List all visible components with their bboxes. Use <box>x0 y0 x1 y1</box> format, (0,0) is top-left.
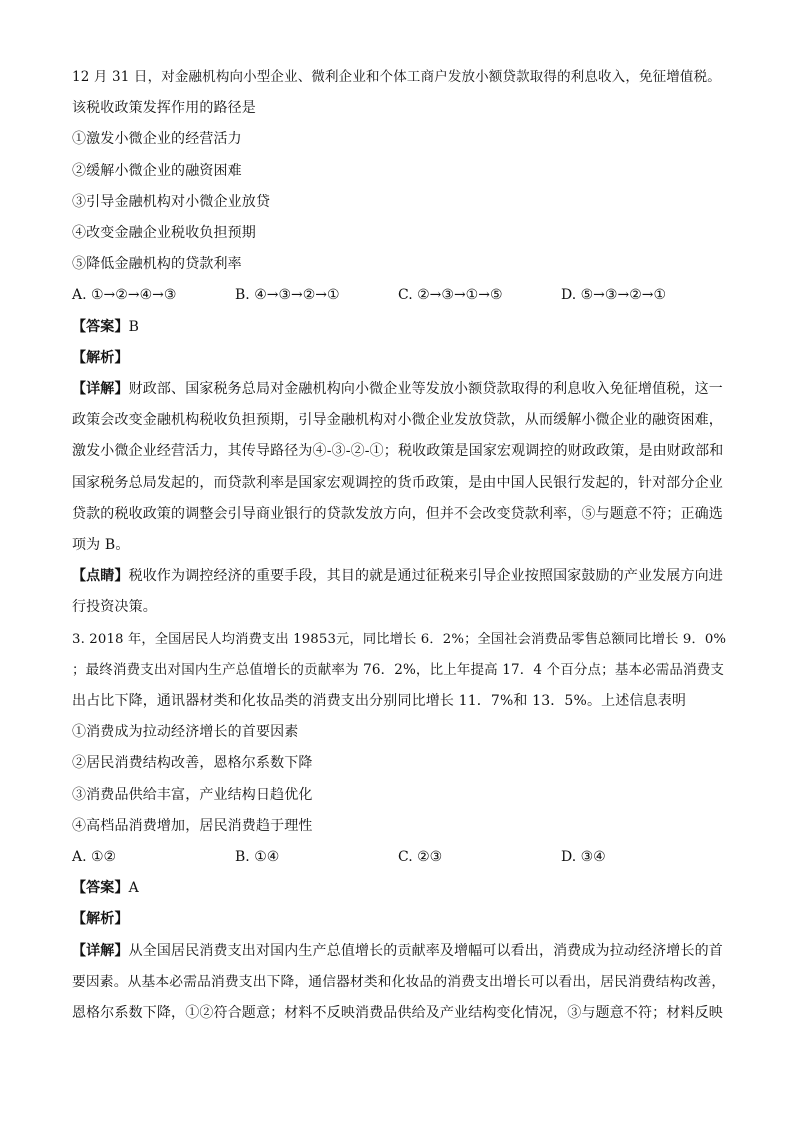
q2-detail-line-6: 项为 B。 <box>72 537 130 554</box>
q2-options <box>72 280 727 311</box>
q2-option-a: A. ①→②→④→③ <box>72 287 177 304</box>
q3-option-b: B. ①④ <box>235 849 280 866</box>
q2-item-4: ④改变金融企业税收负担预期 <box>72 225 256 242</box>
q2-detail-line-4: 国家税务总局发起的，而贷款利率是国家宏观调控的货币政策，是由中国人民银行发起的，针对部分企业 <box>72 474 723 491</box>
q2-option-b: B. ④→③→②→① <box>235 287 340 304</box>
document-page <box>72 62 727 1029</box>
q2-detail-line-1 <box>72 374 727 405</box>
q2-comment-text-1: 税收作为调控经济的重要手段，其目的就是通过征税来引导企业按照国家鼓励的产业发展方向进 <box>128 568 723 585</box>
q3-option-c: C. ②③ <box>398 849 443 866</box>
q2-detail-line-2: 政策会改变金融机构税收负担预期，引导金融机构对小微企业发放贷款，从而缓解小微企业的融资困难， <box>72 412 723 429</box>
q2-comment-tag: 【点睛】 <box>72 568 129 585</box>
q3-option-d: D. ③④ <box>561 849 606 866</box>
q3-option-a: A. ①② <box>72 849 117 866</box>
q2-detail-tag: 【详解】 <box>72 381 129 398</box>
q2-option-d: D. ⑤→③→②→① <box>561 287 667 304</box>
q3-item-3: ③消费品供给丰富，产业结构日趋优化 <box>72 786 313 803</box>
q3-stem-line-3: 出占比下降，通讯器材类和化妆品类的消费支出分别同比增长 11．7%和 13．5%。上述信息表明 <box>72 693 686 710</box>
q2-answer-tag: 【答案】 <box>72 318 129 335</box>
q2-comment-line-2: 行投资决策。 <box>72 599 157 616</box>
q3-answer <box>72 873 727 904</box>
q3-detail-text-1: 从全国居民消费支出对国内生产总值增长的贡献率及增幅可以看出，消费成为拉动经济增长的首 <box>128 942 723 959</box>
q3-stem-line-1: 3. 2018 年，全国居民人均消费支出 19853元，同比增长 6．2%；全国社会消费品零售总额同比增长 9．0% <box>72 631 727 647</box>
q3-detail-line-3: 恩格尔系数下降，①②符合题意；材料不反映消费品供给及产业结构变化情况，③与题意不符；材料反映 <box>72 1005 723 1022</box>
q2-item-3: ③引导金融机构对小微企业放贷 <box>72 193 271 210</box>
q2-item-1: ①激发小微企业的经营活力 <box>72 131 242 148</box>
q3-analysis-label: 【解析】 <box>72 911 129 928</box>
q3-answer-value: A <box>128 880 139 897</box>
q3-stem-line-2: ；最终消费支出对国内生产总值增长的贡献率为 76．2%，比上年提高 17．4 个百分点；基本必需品消费支 <box>72 661 725 678</box>
q2-detail-text-1: 财政部、国家税务总局对金融机构向小微企业等发放小额贷款取得的利息收入免征增值税，这一 <box>128 381 723 398</box>
q3-item-1: ①消费成为拉动经济增长的首要因素 <box>72 724 299 741</box>
q2-stem-line-2: 该税收政策发挥作用的路径是 <box>72 100 256 117</box>
q2-comment-line-1 <box>72 561 727 592</box>
q3-options <box>72 842 727 873</box>
q2-analysis-label: 【解析】 <box>72 349 129 366</box>
q3-item-4: ④高档品消费增加，居民消费趋于理性 <box>72 817 313 834</box>
q2-option-c: C. ②→③→①→⑤ <box>398 287 503 304</box>
q3-item-2: ②居民消费结构改善，恩格尔系数下降 <box>72 755 313 772</box>
q2-detail-line-5: 贷款的税收政策的调整会引导商业银行的贷款发放方向，但并不会改变贷款利率，⑤与题意不符；正确选 <box>72 505 723 522</box>
q2-answer-value: B <box>128 318 140 335</box>
q2-item-2: ②缓解小微企业的融资困难 <box>72 162 242 179</box>
q3-answer-tag: 【答案】 <box>72 880 129 897</box>
q2-item-5: ⑤降低金融机构的贷款利率 <box>72 256 242 273</box>
q2-answer <box>72 312 727 343</box>
q3-detail-line-2: 要因素。从基本必需品消费支出下降，通信器材类和化妆品的消费支出增长可以看出，居民消费结构改善， <box>72 973 726 990</box>
q3-detail-tag: 【详解】 <box>72 942 129 959</box>
q3-detail-line-1 <box>72 936 727 967</box>
q2-stem-line-1: 12 月 31 日，对金融机构向小型企业、微利企业和个体工商户发放小额贷款取得的利息收入，免征增值税。 <box>72 69 721 85</box>
q2-detail-line-3: 激发小微企业经营活力，其传导路径为④-③-②-①；税收政策是国家宏观调控的财政政策，是由财政部和 <box>72 443 724 460</box>
